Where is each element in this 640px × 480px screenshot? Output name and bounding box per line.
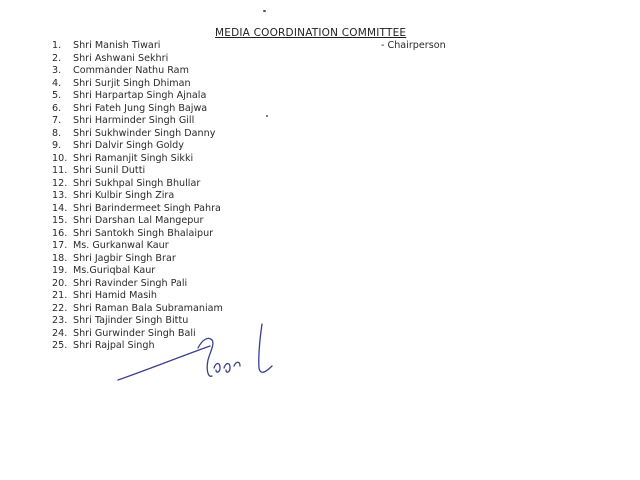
member-name: Commander Nathu Ram bbox=[73, 65, 189, 76]
item-number: 23. bbox=[52, 315, 68, 326]
list-item bbox=[52, 53, 223, 66]
member-name: Shri Harpartap Singh Ajnala bbox=[73, 90, 207, 101]
member-name: Shri Ravinder Singh Pali bbox=[73, 277, 188, 289]
member-name: Shri Sukhwinder Singh Danny bbox=[73, 127, 216, 139]
list-item bbox=[52, 115, 223, 128]
list-item bbox=[52, 190, 223, 203]
item-number: 22. bbox=[52, 302, 68, 314]
member-name: Ms.Guriqbal Kaur bbox=[73, 265, 156, 276]
document-title: MEDIA COORDINATION COMMITTEE bbox=[215, 27, 407, 39]
list-item bbox=[52, 90, 223, 103]
item-number: 2. bbox=[52, 52, 62, 64]
item-number: 3. bbox=[52, 65, 62, 76]
item-number: 11. bbox=[52, 165, 68, 176]
member-name: Shri Tajinder Singh Bittu bbox=[73, 315, 189, 326]
list-item bbox=[52, 265, 223, 278]
item-number: 20. bbox=[52, 277, 68, 289]
list-item bbox=[52, 178, 223, 191]
item-number: 25. bbox=[52, 340, 68, 351]
list-item bbox=[52, 203, 223, 216]
member-name: Ms. Gurkanwal Kaur bbox=[73, 240, 169, 251]
list-item bbox=[52, 78, 223, 91]
member-name: Shri Gurwinder Singh Bali bbox=[73, 327, 196, 339]
member-role: - Chairperson bbox=[381, 40, 446, 51]
member-list bbox=[52, 40, 446, 353]
item-number: 5. bbox=[52, 90, 62, 101]
item-number: 18. bbox=[52, 252, 68, 264]
member-name: Shri Manish Tiwari bbox=[73, 40, 161, 51]
member-name: Shri Darshan Lal Mangepur bbox=[73, 215, 204, 226]
member-name: Shri Hamid Masih bbox=[73, 290, 157, 301]
list-item bbox=[52, 128, 223, 141]
member-name: Shri Fateh Jung Singh Bajwa bbox=[73, 102, 208, 114]
item-number: 9. bbox=[52, 140, 62, 151]
member-name: Shri Jagbir Singh Brar bbox=[73, 252, 176, 264]
item-number: 7. bbox=[52, 115, 62, 126]
member-name: Shri Barindermeet Singh Pahra bbox=[73, 202, 221, 214]
item-number: 8. bbox=[52, 127, 62, 139]
list-item bbox=[52, 290, 223, 303]
item-number: 4. bbox=[52, 77, 62, 89]
item-number: 14. bbox=[52, 202, 68, 214]
item-number: 17. bbox=[52, 240, 68, 251]
list-item bbox=[52, 253, 223, 266]
handwritten-signature-icon bbox=[112, 318, 292, 386]
list-item bbox=[52, 240, 223, 253]
item-number: 16. bbox=[52, 227, 68, 239]
member-name: Shri Ashwani Sekhri bbox=[73, 52, 169, 64]
list-item bbox=[52, 165, 223, 178]
list-item bbox=[52, 40, 446, 53]
member-name: Shri Sunil Dutti bbox=[73, 165, 146, 176]
list-item bbox=[52, 153, 223, 166]
item-number: 24. bbox=[52, 327, 68, 339]
list-item bbox=[52, 103, 223, 116]
scan-speck bbox=[266, 115, 268, 117]
member-name: Shri Sukhpal Singh Bhullar bbox=[73, 177, 201, 189]
member-name: Shri Ramanjit Singh Sikki bbox=[73, 152, 194, 164]
item-number: 15. bbox=[52, 215, 68, 226]
list-item bbox=[52, 278, 223, 291]
item-number: 12. bbox=[52, 177, 68, 189]
scan-speck bbox=[263, 10, 266, 12]
member-name: Shri Santokh Singh Bhalaipur bbox=[73, 227, 214, 239]
item-number: 6. bbox=[52, 102, 62, 114]
member-name: Shri Surjit Singh Dhiman bbox=[73, 77, 191, 89]
item-number: 10. bbox=[52, 152, 68, 164]
member-name: Shri Dalvir Singh Goldy bbox=[73, 140, 184, 151]
list-item bbox=[52, 303, 223, 316]
list-item bbox=[52, 215, 223, 228]
item-number: 19. bbox=[52, 265, 68, 276]
member-name: Shri Raman Bala Subramaniam bbox=[73, 302, 223, 314]
member-name: Shri Rajpal Singh bbox=[73, 340, 155, 351]
member-name: Shri Kulbir Singh Zira bbox=[73, 190, 175, 201]
item-number: 1. bbox=[52, 40, 62, 51]
list-item bbox=[52, 228, 223, 241]
member-name: Shri Harminder Singh Gill bbox=[73, 115, 195, 126]
item-number: 13. bbox=[52, 190, 68, 201]
list-item bbox=[52, 65, 223, 78]
list-item bbox=[52, 140, 223, 153]
item-number: 21. bbox=[52, 290, 68, 301]
